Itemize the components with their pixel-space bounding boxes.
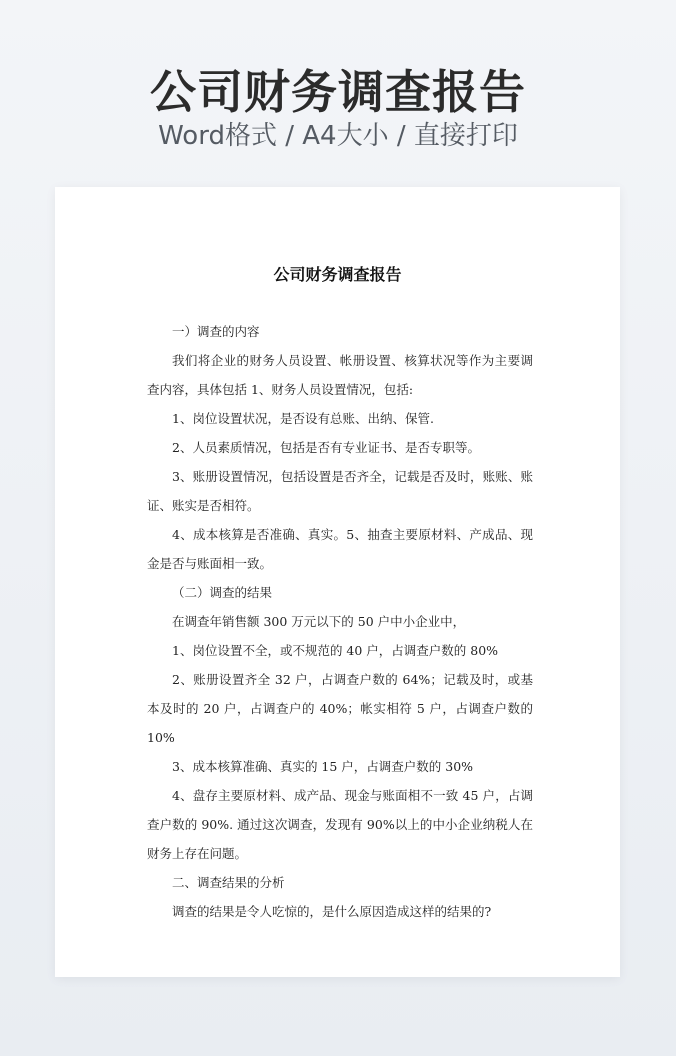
section-heading-content: 一）调查的内容 (172, 324, 260, 339)
banner-title: 公司财务调查报告 (150, 65, 526, 119)
banner-subtitle: Word格式 / A4大小 / 直接打印 (158, 121, 518, 151)
document-title: 公司财务调查报告 (273, 265, 402, 284)
paragraph: 我们将企业的财务人员设置、帐册设置、核算状况等作为主要调查内容，具体包括 1、财务人员设置情况，包括: (147, 353, 533, 397)
document-page (55, 187, 620, 977)
list-item: 1、岗位设置状况，是否设有总账、出纳、保管. (172, 411, 434, 426)
section-heading-results: （二）调查的结果 (172, 585, 273, 600)
list-item: 3、账册设置情况，包括设置是否齐全，记载是否及时，账账、账证、账实是否相符。 (147, 469, 533, 513)
paragraph: 调查的结果是令人吃惊的，是什么原因造成这样的结果的? (172, 904, 492, 919)
document-body (147, 317, 533, 926)
section-heading-analysis: 二、调查结果的分析 (172, 875, 285, 890)
paragraph: 在调查年销售额 300 万元以下的 50 户中小企业中， (172, 614, 466, 629)
list-item: 1、岗位设置不全，或不规范的 40 户，占调查户数的 80% (172, 643, 499, 658)
list-item: 2、账册设置齐全 32 户，占调查户数的 64%；记载及时，或基本及时的 20 户，占调查户的 40%；帐实相符 5 户，占调查户数的 10% (147, 672, 533, 745)
list-item: 3、成本核算准确、真实的 15 户，占调查户数的 30% (172, 759, 474, 774)
list-item: 2、人员素质情况，包括是否有专业证书、是否专职等。 (172, 440, 480, 455)
list-item: 4、盘存主要原材料、成产品、现金与账面相不一致 45 户，占调查户数的 90%. 通过这次调查，发现有 90%以上的中小企业纳税人在财务上存在问题。 (147, 788, 533, 861)
list-item: 4、成本核算是否准确、真实。5、抽查主要原材料、产成品、现金是否与账面相一致。 (147, 527, 533, 571)
